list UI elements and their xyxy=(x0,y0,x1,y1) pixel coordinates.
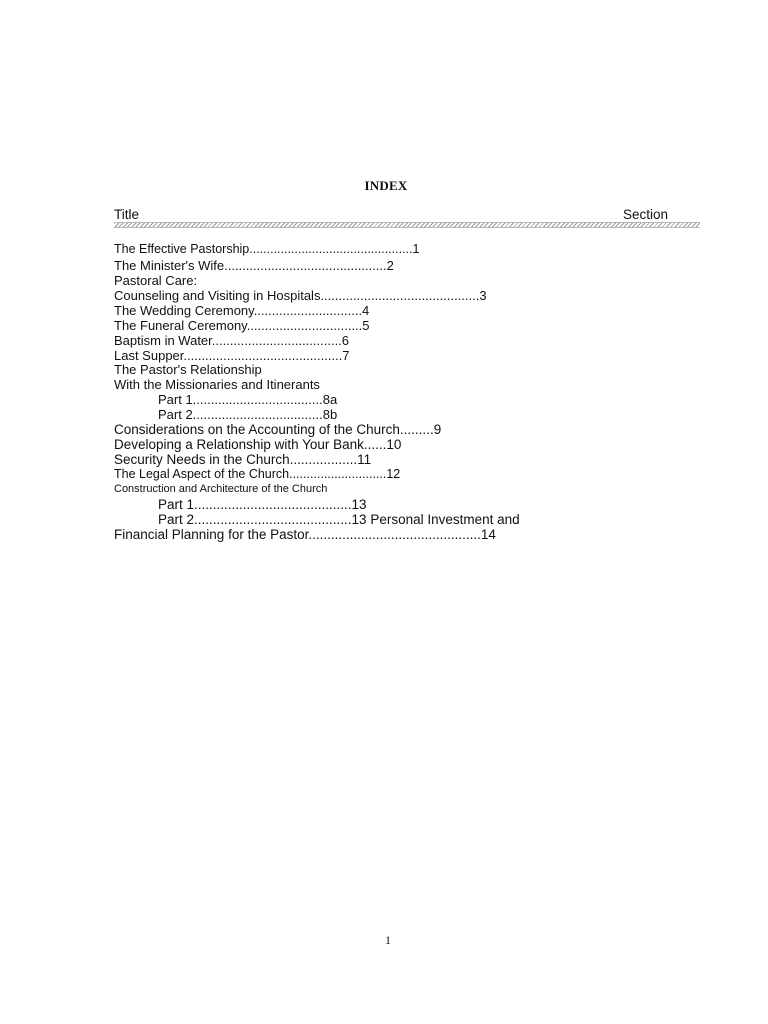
column-header-section: Section xyxy=(623,207,669,222)
index-title: INDEX xyxy=(364,178,408,193)
index-entry: With the Missionaries and Itinerants xyxy=(114,377,320,392)
index-entry: The Pastor's Relationship xyxy=(114,362,262,377)
index-entry: Pastoral Care: xyxy=(114,273,198,288)
index-entry-part: Part 1..........................................13 xyxy=(158,497,367,512)
index-entry: Counseling and Visiting in Hospitals............................................3 xyxy=(114,288,487,303)
index-entry-part: Part 1....................................8a xyxy=(158,392,338,407)
index-entry: The Funeral Ceremony................................5 xyxy=(114,318,370,333)
index-entry: Considerations on the Accounting of the Church.........9 xyxy=(114,422,442,437)
index-entry-part: Part 2..........................................13 Personal Investment and xyxy=(158,512,520,527)
index-entry: Last Supper............................................7 xyxy=(114,348,350,363)
page-number: 1 xyxy=(385,933,391,947)
column-header-title: Title xyxy=(114,207,140,222)
index-entry: Security Needs in the Church..................11 xyxy=(114,452,372,467)
index-entry: The Effective Pastorship...............................................1 xyxy=(114,242,420,256)
index-entry: Developing a Relationship with Your Bank......10 xyxy=(114,437,402,452)
index-entry: The Minister's Wife.............................................2 xyxy=(114,258,394,273)
index-entry: The Legal Aspect of the Church............................12 xyxy=(114,467,401,481)
index-entry: Construction and Architecture of the Church xyxy=(114,483,328,495)
header-divider xyxy=(114,222,700,228)
index-entry: Baptism in Water....................................6 xyxy=(114,333,350,348)
index-entry: The Wedding Ceremony..............................4 xyxy=(114,303,370,318)
index-entry: Financial Planning for the Pastor..............................................14 xyxy=(114,527,496,542)
index-entry-part: Part 2....................................8b xyxy=(158,407,338,422)
